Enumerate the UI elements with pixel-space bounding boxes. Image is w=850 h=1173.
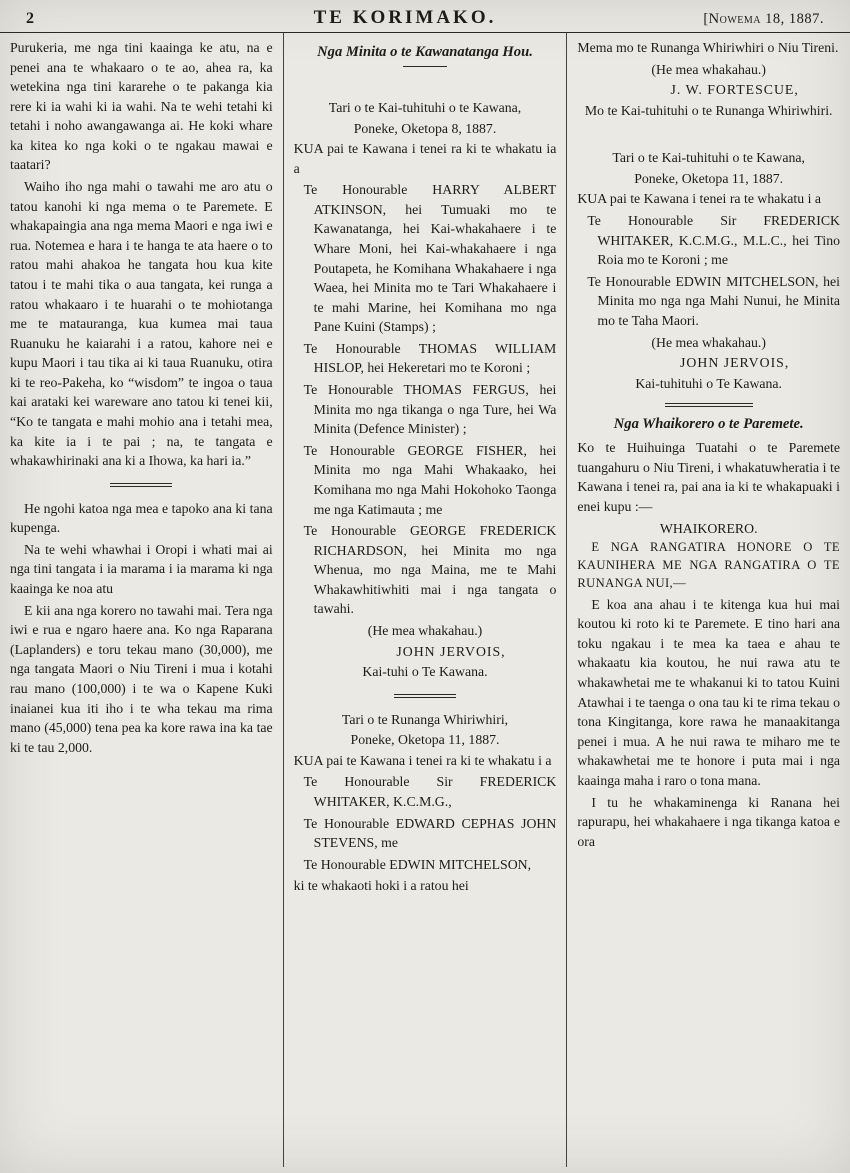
- article-columns: [0, 33, 850, 1167]
- centered-line: Kai-tuhi o Te Kawana.: [362, 664, 488, 680]
- paragraph: Ko te Huihuinga Tuatahi o te Paremete tuangahuru o Niu Tireni, i whakatuwheratia i te Kawana i tenei ra, pai ana ia ki te whakapuaki i enei kupu :—: [577, 440, 841, 514]
- paragraph: E kii ana nga korero no tawahi mai. Tera nga iwi e rua e ngaro haere ana. Ko nga Raparana (Laplanders) e toru tekau mano (30,000), me nga tangata Maori o Niu Tireni i mua i kotahi rau mano (100,000) i te wa o Kapene Kuki inaianei kua iti iho i te wha tekau ma rima mano (45,000) tena pea ka kore rawa ina ka tae ki te tau 2,000.: [10, 602, 273, 755]
- appointment-item: Te Honourable THOMAS FERGUS, hei Minita mo nga tikanga o nga Ture, hei Wa Minita (Defence Minister) ;: [303, 382, 557, 437]
- column-3: [566, 33, 850, 1167]
- appointment-item: Te Honourable EDWARD CEPHAS JOHN STEVENS, me: [303, 815, 557, 851]
- signature-line: JOHN JERVOIS,: [680, 355, 790, 371]
- paragraph: KUA pai te Kawana i tenei ra te whakatu i a: [577, 191, 821, 207]
- page-header: [0, 0, 850, 33]
- signature-line: JOHN JERVOIS,: [396, 643, 506, 659]
- centered-line: Poneke, Oketopa 11, 1887.: [350, 732, 500, 748]
- centered-line: Mo te Kai-tuhituhi o te Runanga Whiriwhiri.: [584, 102, 833, 118]
- appointment-item: Te Honourable Sir FREDERICK WHITAKER, K.C.M.G., M.L.C., hei Tino Roia mo te Koroni ; me: [587, 213, 841, 268]
- issue-date: [Nowema 18, 1887.: [703, 11, 824, 27]
- signature-line: J. W. FORTESCUE,: [670, 82, 799, 98]
- column-2: [283, 33, 567, 1167]
- section-heading: Nga Minita o te Kawanatanga Hou.: [294, 43, 557, 67]
- centered-line: Tari o te Runanga Whiriwhiri,: [341, 711, 509, 727]
- paragraph: Mema mo te Runanga Whiriwhiri o Niu Tireni.: [577, 40, 839, 55]
- paragraph: KUA pai te Kawana i tenei ra ki te whakatu i a: [293, 752, 552, 768]
- centered-line: Tari o te Kai-tuhituhi o te Kawana,: [612, 150, 805, 166]
- paragraph: KUA pai te Kawana i tenei ra ki te whakatu ia a: [293, 141, 557, 176]
- centered-line: (He mea whakahau.): [651, 334, 766, 350]
- page-number: 2: [26, 10, 34, 27]
- paragraph: E NGA RANGATIRA HONORE O TE KAUNIHERA ME NGA RANGATIRA O TE RUNANGA NUI,—: [577, 540, 841, 590]
- centered-line: WHAIKORERO.: [659, 520, 758, 536]
- centered-line: Kai-tuhituhi o Te Kawana.: [635, 375, 783, 391]
- centered-line: Poneke, Oketopa 11, 1887.: [634, 170, 784, 186]
- section-heading: Nga Whaikorero o te Paremete.: [613, 416, 804, 433]
- centered-line: (He mea whakahau.): [651, 61, 766, 77]
- separator-rule: [394, 694, 456, 698]
- appointment-item: Te Honourable EDWIN MITCHELSON,: [303, 856, 532, 872]
- appointment-item: Te Honourable GEORGE FISHER, hei Minita mo nga Mahi Whakaako, hei Komihana mo nga Mahi Hokohoko Taonga me nga Katimauta ; me: [303, 442, 557, 517]
- paragraph: ki te whakaoti hoki i a ratou hei: [293, 878, 469, 894]
- centered-line: Tari o te Kai-tuhituhi o te Kawana,: [328, 99, 522, 115]
- masthead-title: TE KORIMAKO.: [313, 7, 497, 28]
- heading-underline: [403, 66, 447, 67]
- centered-line: Poneke, Oketopa 8, 1887.: [353, 120, 497, 136]
- appointment-item: Te Honourable HARRY ALBERT ATKINSON, hei Tumuaki mo te Kawanatanga, hei Kai-whakahaere i te Whare Moni, hei Kai-whakahaere i nga Poutapeta, he Komihana Whakahaere i nga Waea, hei Minita mo te Tari Whakahaere i te mahi Marine, hei Komihana mo nga Pane Kuini (Stamps) ;: [303, 182, 557, 335]
- column-gap: [294, 71, 557, 97]
- appointment-item: Te Honourable THOMAS WILLIAM HISLOP, hei Hekeretari mo te Koroni ;: [303, 340, 557, 376]
- separator-rule: [110, 483, 172, 487]
- paragraph: Na te wehi whawhai i Oropi i whati mai ai nga tini tangata i ia marama i ia marama ki nga kaainga ke noa atu: [10, 541, 273, 597]
- paragraph: I tu he whakaminenga ki Ranana hei rapurapu, hei whakahaere i nga tikanga katoa e ora: [577, 794, 841, 849]
- appointment-item: Te Honourable Sir FREDERICK WHITAKER, K.C.M.G.,: [303, 774, 557, 810]
- column-1: [0, 33, 283, 1167]
- column-gap: [577, 121, 840, 147]
- centered-line: (He mea whakahau.): [367, 623, 483, 638]
- appointment-item: Te Honourable EDWIN MITCHELSON, hei Minita mo nga nga Mahi Nunui, he Minita mo te Taha Maori.: [587, 273, 841, 328]
- paragraph: Purukeria, me nga tini kaainga ke atu, na e penei ana te whakaaro o te ao, ahea ra, ka wetekina nga tini kararehe o te pakanga kia rere ki ia wahi ki ia wahi. Na te wehi tetahi ki tetahi i noho awangawanga ai. He koki whare ka kitea ko nga koki o te ngakau mawai e taatari?: [10, 40, 273, 173]
- paragraph: Waiho iho nga mahi o tawahi me aro atu o tatou kanohi ki nga mema o te Paremete. E whakapaingia ana nga mema Maori e nga iwi e rua. Notemea e hara i te hanga te ata haere o to ratou mahi ahakoa he tangata hou kua kite tatou i te mahi tika o aua tangata, kei runga a ratou whakaaro i te huarahi o te mohiotanga me te matauranga, kua kumea mai taua Ruanuku he kaiarahi i a ratou, kahore nei e kupu Maori i tau tika ai ki taua Ruanuku, otira ki te reo-Pakeha, ko “wisdom” te ingoa o taua kai arataki kei wareware ano tatou ki tenei kii, “Ko te tangata e mahi mohio ana i tetahi mea, ka kite ia i te pai ; na, te tangata e whakawhirinaki ana ki a Ihowa, ka hari ia.”: [10, 179, 273, 469]
- appointment-item: Te Honourable GEORGE FREDERICK RICHARDSON, hei Minita mo nga Whenua, mo nga Maina, me te Mahi Whakawhitiwhiti mai i nga tangata o tawahi.: [303, 523, 557, 617]
- paragraph: He ngohi katoa nga mea e tapoko ana ki tana kupenga.: [10, 500, 273, 536]
- paragraph: E koa ana ahau i te kitenga kua hui mai koutou ki roto ki te Paremete. E tino hari ana toku ngakau i te mea ka taea e ahau te whakaatu kia koutou, he nui rawa atu te whakawhetai me te whakanui ki to tatou Kuini Atawhai i te taenga o ona tau ki te rima tekau o tona Kingitanga, kore rawa he manaakitanga penei i mua. A he nui rawa te miharo me te whakawhetai me te honore i puta mai i nga kaainga maha i raro o tona mana.: [577, 596, 841, 788]
- separator-rule: [665, 403, 753, 407]
